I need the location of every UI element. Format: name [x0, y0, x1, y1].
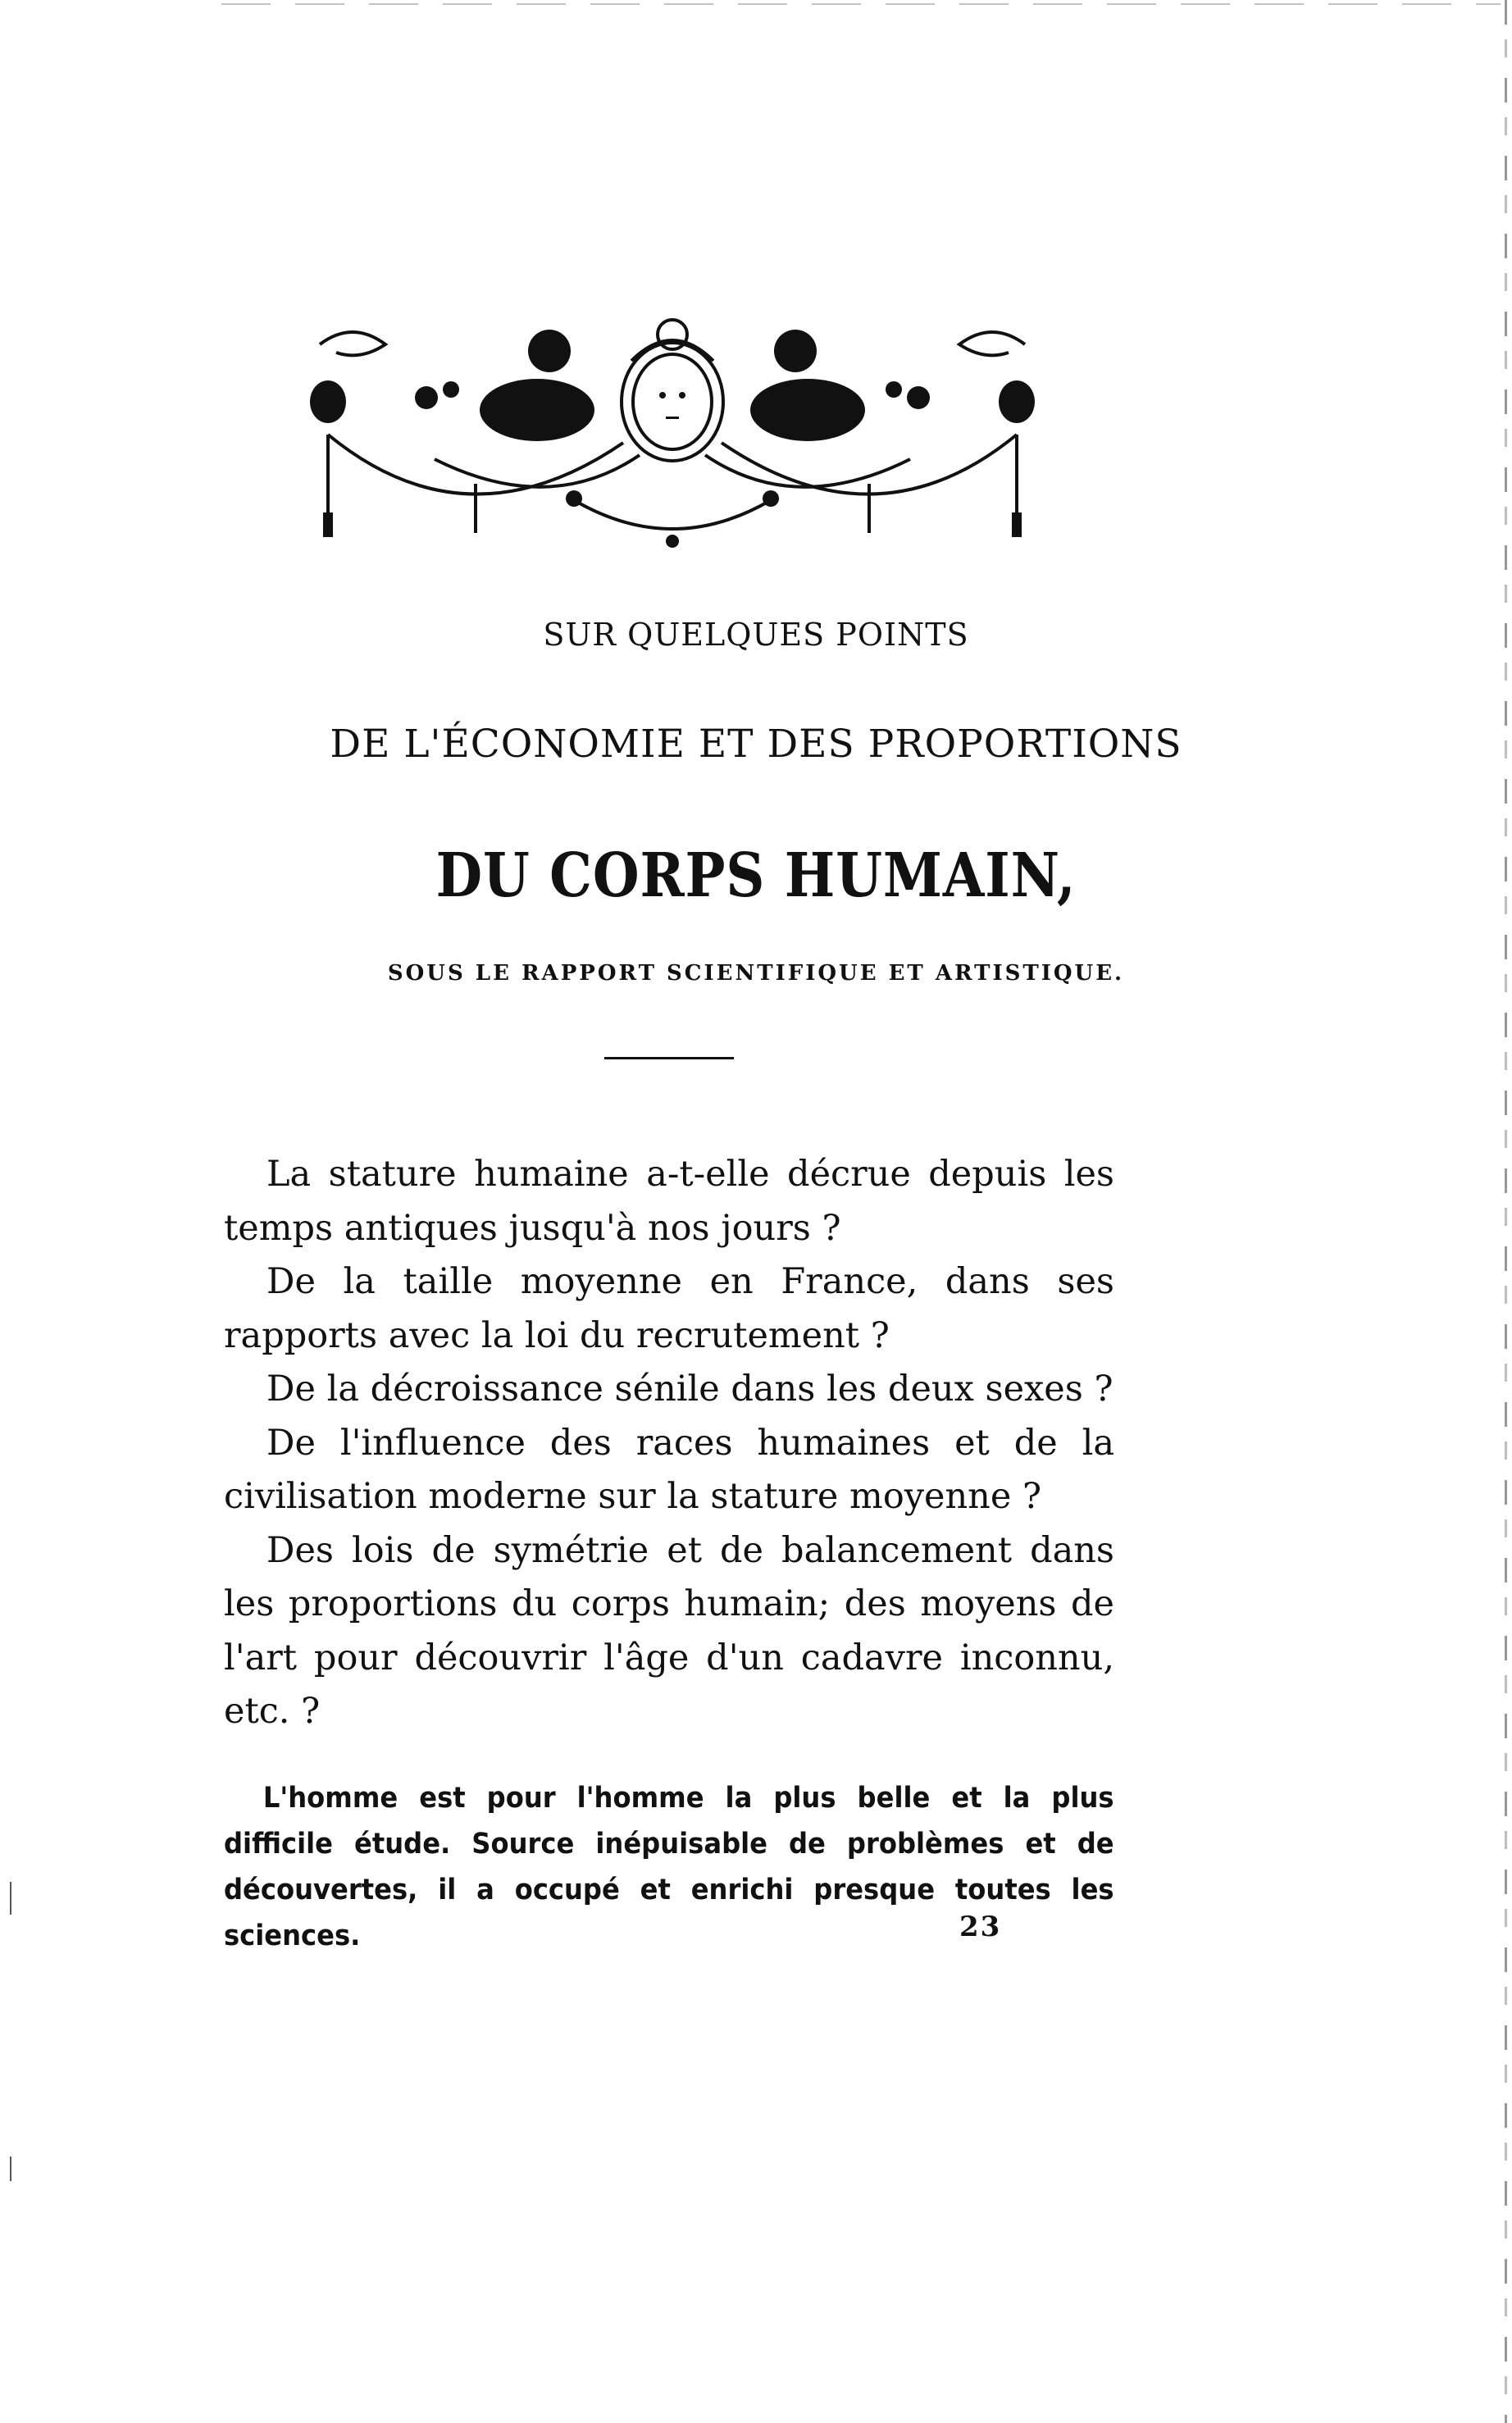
- title-main: DU CORPS HUMAIN,: [435, 840, 1077, 911]
- body-paragraph: L'homme est pour l'homme la plus belle et la plus difficile étude. Source inépuisable de problèmes et de découvertes, il a occupé et enrichi presque toutes les sciences.: [224, 1782, 1114, 1952]
- page-edge-top: [221, 3, 1501, 5]
- question-paragraph: De la décroissance sénile dans les deux sexes ?: [266, 1369, 1114, 1410]
- title-line-1: SUR QUELQUES POINTS: [543, 617, 969, 653]
- signature-mark: 23: [959, 1911, 1002, 1943]
- page-edge-right: [1505, 0, 1507, 2423]
- question-paragraph: La stature humaine a-t-elle décrue depuis les temps antiques jusqu'à nos jours ?: [224, 1154, 1114, 1249]
- question-paragraph: De la taille moyenne en France, dans ses rapports avec la loi du recrutement ?: [224, 1261, 1114, 1356]
- margin-mark: [10, 1882, 11, 1915]
- title-line-2: DE L'ÉCONOMIE ET DES PROPORTIONS: [330, 722, 1182, 767]
- question-paragraph: De l'influence des races humaines et de la civilisation moderne sur la stature moyenne ?: [224, 1422, 1114, 1517]
- question-paragraph: Des lois de symétrie et de balancement dans les proportions du corps humain; des moyens de l'art pour découvrir l'âge d'un cadavre inconnu, etc. ?: [224, 1529, 1114, 1732]
- title-subtitle: SOUS LE RAPPORT SCIENTIFIQUE ET ARTISTIQUE.: [387, 961, 1125, 986]
- title-divider-rule: [604, 1057, 734, 1059]
- decorative-headpiece-ornament: [303, 312, 1041, 566]
- questions-list: [224, 1148, 1114, 1739]
- margin-mark: [10, 2157, 11, 2181]
